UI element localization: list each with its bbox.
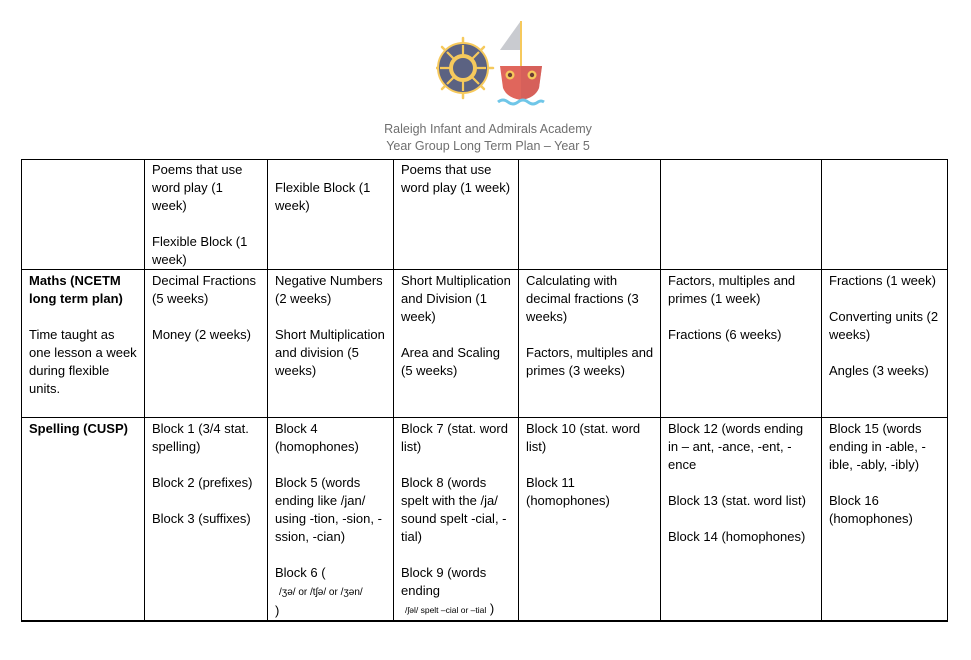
cell-text: Decimal Fractions (5 weeks) [152, 273, 257, 306]
table-cell [145, 418, 268, 622]
cell-text: Poems that use word play (1 week) [152, 162, 243, 213]
cell-text: Short Multiplication and division (5 weeks) [275, 327, 385, 378]
cell-text: Block 14 (homophones) [668, 529, 806, 544]
ipa-text: /ʃəl/ spelt –cial or –tial [405, 605, 487, 615]
table-row-english [22, 160, 948, 270]
school-name: Raleigh Infant and Admirals Academy [384, 122, 592, 136]
long-term-plan-table [21, 159, 948, 622]
cell-text: Block 5 (words ending like /jan/ using -tion, -sion, -ssion, -cian) [275, 475, 382, 544]
school-logo [436, 18, 552, 108]
table-cell [394, 418, 519, 622]
cell-text: Area and Scaling (5 weeks) [401, 345, 501, 378]
table-cell [519, 418, 661, 622]
cell-text: Angles (3 weeks) [829, 363, 929, 378]
ship-wheel-icon [436, 38, 493, 98]
cell-text: Fractions (6 weeks) [668, 327, 782, 342]
cell-text: ) [275, 603, 280, 618]
cell-text: Block 12 (words ending in – ant, -ance, -ent, -ence [668, 421, 804, 472]
table-cell [661, 160, 822, 270]
cell-text: Short Multiplication and Division (1 week) [401, 273, 511, 324]
cell-text: Block 13 (stat. word list) [668, 493, 806, 508]
sailboat-icon [498, 21, 544, 104]
cell-text: Flexible Block (1 week) [275, 180, 371, 213]
cell-text: Block 15 (words ending in -able, -ible, -ably, -ibly) [829, 421, 926, 472]
cell-text: Block 9 (words ending [401, 565, 487, 598]
cell-text: Calculating with decimal fractions (3 weeks) [526, 273, 639, 324]
table-cell [145, 160, 268, 270]
table-row-spelling [22, 418, 948, 622]
cell-text: Block 6 ( [275, 565, 326, 580]
table-cell [268, 270, 394, 418]
cell-text: Block 1 (3/4 stat. spelling) [152, 421, 249, 454]
cell-text: Converting units (2 weeks) [829, 309, 939, 342]
table-cell [822, 160, 948, 270]
table-cell [822, 270, 948, 418]
table-cell [661, 418, 822, 622]
row-label-cell [22, 270, 145, 418]
cell-text: Block 11 (homophones) [526, 475, 610, 508]
cell-text: Block 16 (homophones) [829, 493, 913, 526]
table-cell [394, 160, 519, 270]
document-title: Year Group Long Term Plan – Year 5 [386, 139, 590, 153]
cell-text: Flexible Block (1 week) [152, 234, 248, 267]
cell-text: Block 2 (prefixes) [152, 475, 253, 490]
cell-text: Poems that use word play (1 week) [401, 162, 511, 195]
cell-text: Block 10 (stat. word list) [526, 421, 641, 454]
table-cell [268, 418, 394, 622]
cell-text: ) [489, 601, 495, 616]
table-cell [519, 270, 661, 418]
row-label-note: Time taught as one lesson a week during flexible units. [29, 327, 137, 396]
table-cell [145, 270, 268, 418]
table-row-maths [22, 270, 948, 418]
cell-text: Fractions (1 week) [829, 273, 936, 288]
table-cell [661, 270, 822, 418]
row-label-maths: Maths (NCETM long term plan) [29, 273, 123, 306]
cell-text: Block 8 (words spelt with the /ja/ sound spelt -cial, -tial) [401, 475, 507, 544]
table-cell [268, 160, 394, 270]
cell-text: Block 3 (suffixes) [152, 511, 251, 526]
row-label-cell [22, 160, 145, 270]
cell-text: Block 4 (homophones) [275, 421, 359, 454]
table-cell [519, 160, 661, 270]
cell-text: Factors, multiples and primes (1 week) [668, 273, 796, 306]
document-header [0, 121, 971, 155]
cell-text: Block 7 (stat. word list) [401, 421, 508, 454]
cell-text: Negative Numbers (2 weeks) [275, 273, 383, 306]
cell-text: Money (2 weeks) [152, 327, 251, 342]
row-label-cell [22, 418, 145, 622]
row-label-spelling: Spelling (CUSP) [29, 421, 128, 436]
table-cell [394, 270, 519, 418]
ipa-text: /ʒə/ or /tʃə/ or /ʒən/ [279, 587, 363, 598]
table-cell [822, 418, 948, 622]
cell-text: Factors, multiples and primes (3 weeks) [526, 345, 654, 378]
